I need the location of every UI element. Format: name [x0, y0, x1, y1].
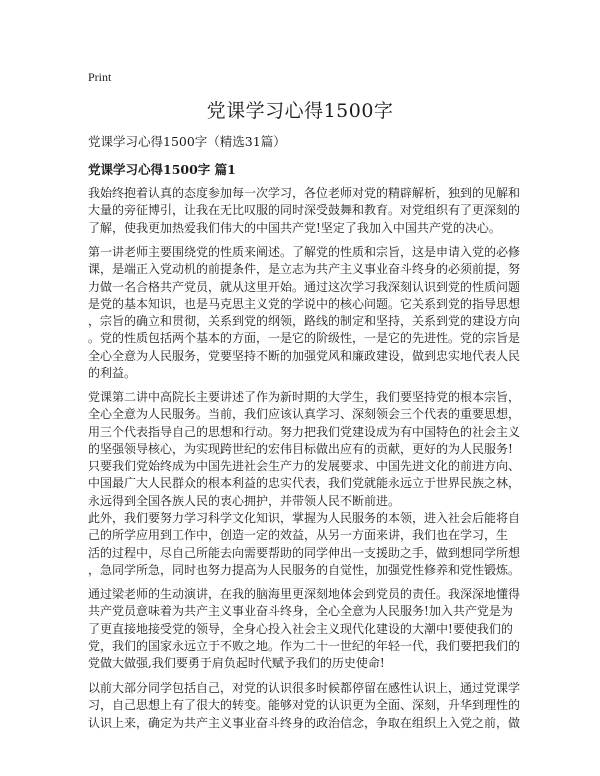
paragraph-line: 了更直接地接受党的领导，全身心投入社会主义现代化建设的大潮中!要使我们的	[88, 621, 513, 636]
section-heading: 党课学习心得1500字 篇1	[88, 162, 236, 177]
paragraph-line: 大量的旁征博引，让我在无比叹服的同时深受鼓舞和教育。对党组织有了更深刻的	[88, 203, 521, 218]
paragraph-line: 己的所学应用到工作中，创造一定的效益，从另一方面来讲，我们也在学习，生	[88, 528, 509, 543]
paragraph-2	[88, 244, 521, 382]
paragraph-line: 的利益。	[88, 366, 137, 381]
paragraph-line: 力做一名合格共产党员，就从这里开始。通过这次学习我深刻认识到党的性质问题	[88, 279, 521, 294]
paragraph-line: 党，我们的国家永远立于不败之地。作为二十一世纪的年轻一代，我们要把我们的	[88, 638, 521, 653]
paragraph-line: 此外，我们要努力学习科学文化知识，掌握为人民服务的本领，进入社会后能将自	[88, 511, 521, 525]
paragraph-5	[88, 586, 521, 672]
paragraph-line: 永远得到全国各族人民的衷心拥护，并带领人民不断前进。	[88, 493, 401, 508]
paragraph-line: 全心全意为人民服务，党要坚持不断的加强党风和廉政建设，做到忠实地代表人民	[88, 348, 521, 363]
document-subtitle: 党课学习心得1500字（精选31篇）	[88, 134, 286, 149]
paragraph-line: 全心全意为人民服务。当前，我们应该认真学习、深刻领会三个代表的重要思想，	[88, 407, 521, 422]
paragraph-1	[88, 185, 521, 237]
paragraph-line: 党课第二讲中高院长主要讲述了作为新时期的大学生，我们要坚持党的根本宗旨，	[88, 390, 521, 404]
paragraph-line: 中国最广大人民群众的根本利益的忠实代表，我们党就能永远立于世界民族之林，	[88, 476, 521, 491]
paragraph-line: 的坚强领导核心，为实现跨世纪的宏伟目标做出应有的贡献，更好的为人民服务!	[88, 441, 513, 456]
paragraph-line: 课，是端正入党动机的前提条件，是立志为共产主义事业奋斗终身的必须前提，努	[88, 262, 521, 277]
page-title: 党课学习心得1500字	[206, 100, 394, 122]
paragraph-line: 用三个代表指导自己的思想和行动。努力把我们党建设成为有中国特色的社会主义	[88, 424, 521, 439]
paragraph-line: 认识上来，确定为共产主义事业奋斗终身的政治信念，争取在组织上入党之前，做	[88, 715, 521, 730]
paragraph-line: 活的过程中，尽自己所能去向需要帮助的同学伸出一支援助之手，做到想同学所想	[88, 545, 521, 560]
paragraph-line: 了解，使我更加热爱我们伟大的中国共产党!坚定了我加入中国共产党的决心。	[88, 220, 501, 235]
paragraph-3	[88, 389, 521, 510]
paragraph-line: 党做大做强,我们要勇于肩负起时代赋予我们的历史使命!	[88, 656, 385, 671]
paragraph-6	[88, 680, 521, 732]
paragraph-4	[88, 510, 521, 579]
paragraph-line: 只要我们党始终成为中国先进社会生产力的发展要求、中国先进文化的前进方向、	[88, 459, 521, 474]
paragraph-line: 习，自己思想上有了很大的转变。能够对党的认识更为全面、深刻，升华到理性的	[88, 698, 521, 713]
paragraph-line: 第一讲老师主要围绕党的性质来阐述。了解党的性质和宗旨，这是申请入党的必修	[88, 245, 521, 259]
paragraph-line: ，宗旨的确立和贯彻，关系到党的纲领，路线的制定和坚持，关系到党的建设方向	[88, 314, 521, 329]
paragraph-line: 。党的性质包括两个基本的方面，一是它的阶级性，一是它的先进性。党的宗旨是	[88, 331, 521, 346]
paragraph-line: 共产党员意味着为共产主义事业奋斗终身，全心全意为人民服务!加入共产党是为	[88, 604, 513, 619]
paragraph-line: ，急同学所急，同时也努力提高为人民服务的自觉性，加强党性修养和党性锻炼。	[88, 562, 521, 577]
paragraph-line: 我始终抱着认真的态度参加每一次学习，各位老师对党的精辟解析，独到的见解和	[88, 186, 521, 200]
paragraph-line: 通过梁老师的生动演讲，在我的脑海里更深刻地体会到党员的责任。我深深地懂得	[88, 587, 521, 601]
print-link[interactable]: Print	[88, 70, 112, 84]
paragraph-line: 是党的基本知识，也是马克思主义党的学说中的核心问题。它关系到党的指导思想	[88, 296, 521, 311]
paragraph-line: 以前大部分同学包括自己，对党的认识很多时候都停留在感性认识上，通过党课学	[88, 681, 521, 695]
